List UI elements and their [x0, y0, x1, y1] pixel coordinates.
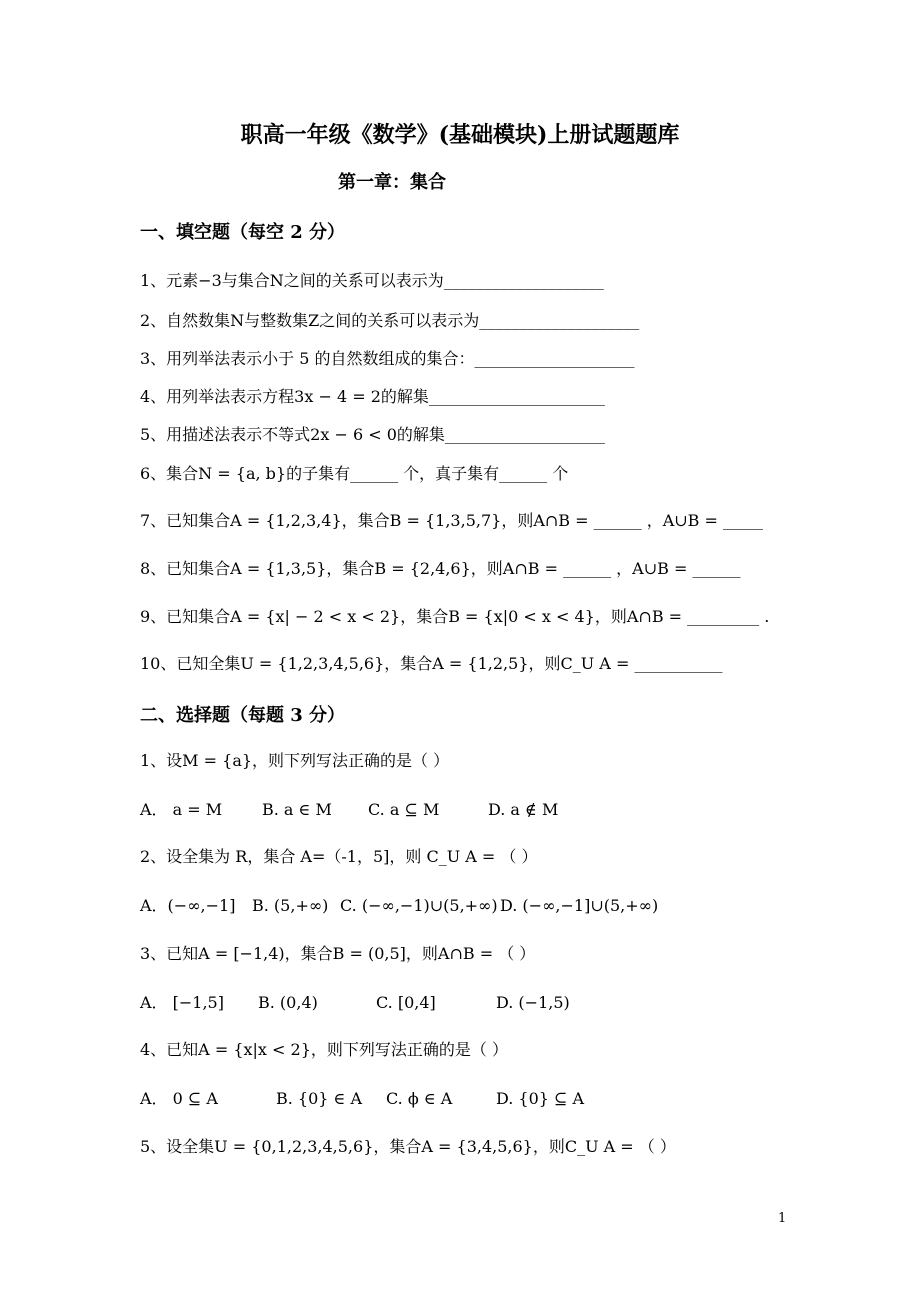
choice-question-5: 5、设全集U = {0,1,2,3,4,5,6}，集合A = {3,4,5,6}，则C_U A = （ ）: [140, 1137, 676, 1156]
option-a: A．(−∞,−1]: [140, 896, 236, 915]
option-a: A． a = M: [140, 800, 223, 819]
fill-question-5: 5、用描述法表示不等式2x − 6 < 0的解集____________________: [140, 425, 605, 444]
fill-question-4: 4、用列举法表示方程3x − 4 = 2的解集______________________: [140, 387, 605, 406]
choice-2-options: [140, 895, 780, 917]
option-c: C. [0,4]: [376, 993, 436, 1012]
choice-question-3: 3、已知A = [−1,4)，集合B = (0,5]，则A∩B = （ ）: [140, 944, 536, 963]
option-b: B. (0,4): [258, 993, 318, 1012]
option-d: D. (−∞,−1]∪(5,+∞): [500, 896, 659, 915]
fill-question-1: 1、元素−3与集合N之间的关系可以表示为____________________: [140, 271, 604, 290]
option-a: A． [−1,5]: [140, 993, 224, 1012]
fill-question-2: 2、自然数集N与整数集Z之间的关系可以表示为____________________: [140, 311, 640, 330]
option-b: B. {0} ∈ A: [276, 1089, 363, 1108]
choice-3-options: [140, 992, 740, 1014]
option-b: B. a ∈ M: [262, 800, 332, 819]
option-d: D. a ∉ M: [488, 800, 559, 819]
fill-question-6: 6、集合N = {a, b}的子集有______ 个，真子集有______ 个: [140, 464, 569, 483]
document-title: 职高一年级《数学》(基础模块)上册试题题库: [240, 122, 680, 148]
fill-question-3: 3、用列举法表示小于 5 的自然数组成的集合：____________________: [140, 349, 635, 368]
fill-question-8: 8、已知集合A = {1,3,5}，集合B = {2,4,6}，则A∩B = ______ ，A∪B = ______: [140, 559, 741, 578]
section-fill-in-heading: 一、填空题（每空 2 分）: [140, 222, 346, 243]
choice-4-options: [140, 1088, 740, 1110]
option-c: C. (−∞,−1)∪(5,+∞): [340, 896, 498, 915]
option-c: C. a ⊆ M: [368, 800, 440, 819]
option-d: D. {0} ⊆ A: [496, 1089, 585, 1108]
option-c: C. ϕ ∈ A: [386, 1089, 453, 1108]
choice-question-2: 2、设全集为 R，集合 A=（-1，5]，则 C_U A = （ ）: [140, 847, 538, 866]
chapter-heading: 第一章：集合: [338, 172, 446, 193]
choice-question-4: 4、已知A = {x|x < 2}，则下列写法正确的是（ ）: [140, 1040, 508, 1059]
fill-question-10: 10、已知全集U = {1,2,3,4,5,6}，集合A = {1,2,5}，则C_U A = ___________: [140, 654, 723, 673]
option-b: B. (5,+∞): [252, 896, 329, 915]
section-choice-heading: 二、选择题（每题 3 分）: [140, 705, 346, 726]
choice-question-1: 1、设M = {a}，则下列写法正确的是（ ）: [140, 751, 450, 770]
option-a: A． 0 ⊆ A: [140, 1089, 218, 1108]
choice-1-options: [140, 799, 740, 821]
fill-question-9: 9、已知集合A = {x| − 2 < x < 2}，集合B = {x|0 < x < 4}，则A∩B = _________ .: [140, 607, 770, 626]
option-d: D. (−1,5): [496, 993, 570, 1012]
fill-question-7: 7、已知集合A = {1,2,3,4}，集合B = {1,3,5,7}，则A∩B = ______ ，A∪B = _____: [140, 511, 764, 530]
page-number: 1: [778, 1211, 787, 1226]
